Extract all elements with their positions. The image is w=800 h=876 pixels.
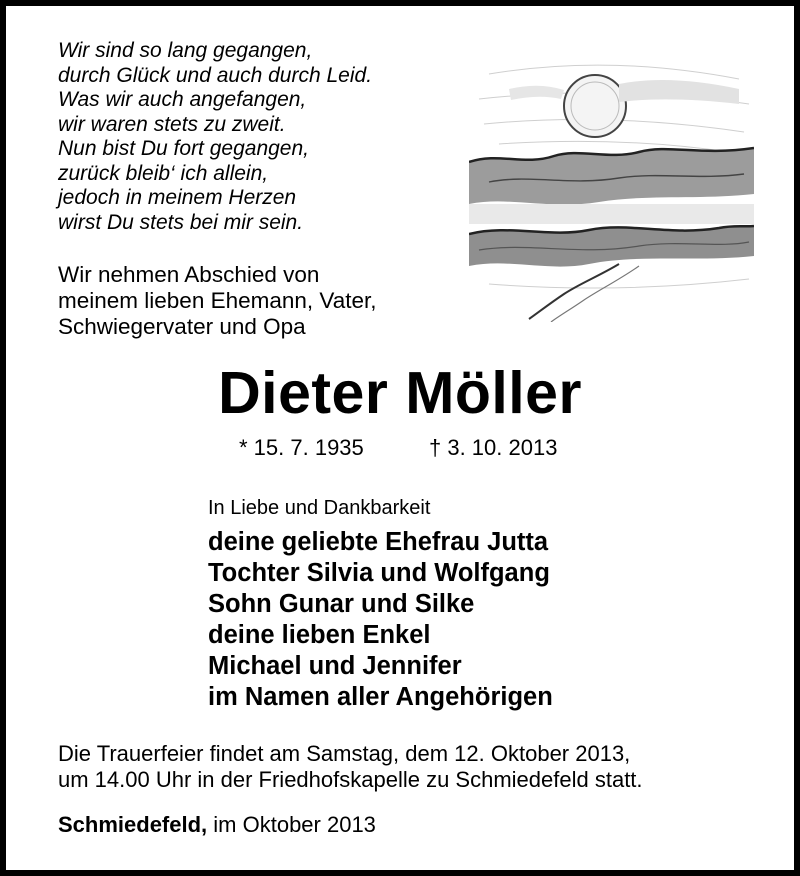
mourner-line: Sohn Gunar und Silke — [208, 590, 475, 618]
closing-date: im Oktober 2013 — [213, 812, 376, 837]
moon-landscape-drawing — [469, 44, 754, 322]
poem — [58, 39, 372, 235]
mourner-line: deine geliebte Ehefrau Jutta — [208, 528, 549, 556]
intro-line: Schwiegervater und Opa — [58, 314, 306, 339]
death-date: † 3. 10. 2013 — [429, 435, 558, 460]
poem-line: Was wir auch angefangen, — [58, 88, 307, 111]
birth-date: * 15. 7. 1935 — [239, 435, 364, 460]
mourner-line: deine lieben Enkel — [208, 621, 431, 649]
poem-line: zurück bleib‘ ich allein, — [58, 161, 269, 185]
poem-line: jedoch in meinem Herzen — [58, 186, 297, 209]
poem-line: wir waren stets zu zweit. — [58, 112, 286, 136]
place-and-date — [58, 812, 376, 838]
poem-line: Wir sind so lang gegangen, — [58, 39, 313, 62]
intro-line: Wir nehmen Abschied von — [58, 262, 320, 287]
poem-line: wirst Du stets bei mir sein. — [58, 210, 304, 234]
farewell-intro — [58, 262, 377, 340]
mourner-line: Michael und Jennifer — [208, 652, 462, 680]
poem-line: durch Glück und auch durch Leid. — [58, 63, 373, 87]
mourner-line: im Namen aller Angehörigen — [208, 683, 553, 711]
service-line: Die Trauerfeier findet am Samstag, dem 12. Oktober 2013, — [58, 741, 631, 766]
service-line: um 14.00 Uhr in der Friedhofskapelle zu Schmiedefeld statt. — [58, 767, 643, 792]
mourner-line: Tochter Silvia und Wolfgang — [208, 559, 550, 587]
dedication-line: In Liebe und Dankbarkeit — [208, 497, 431, 519]
closing-place: Schmiedefeld, — [58, 812, 208, 837]
poem-line: Nun bist Du fort gegangen, — [58, 137, 309, 160]
intro-line: meinem lieben Ehemann, Vater, — [58, 288, 377, 313]
mourners-list — [208, 527, 553, 713]
deceased-name: Dieter Möller — [218, 360, 582, 426]
funeral-service-info — [58, 741, 643, 793]
